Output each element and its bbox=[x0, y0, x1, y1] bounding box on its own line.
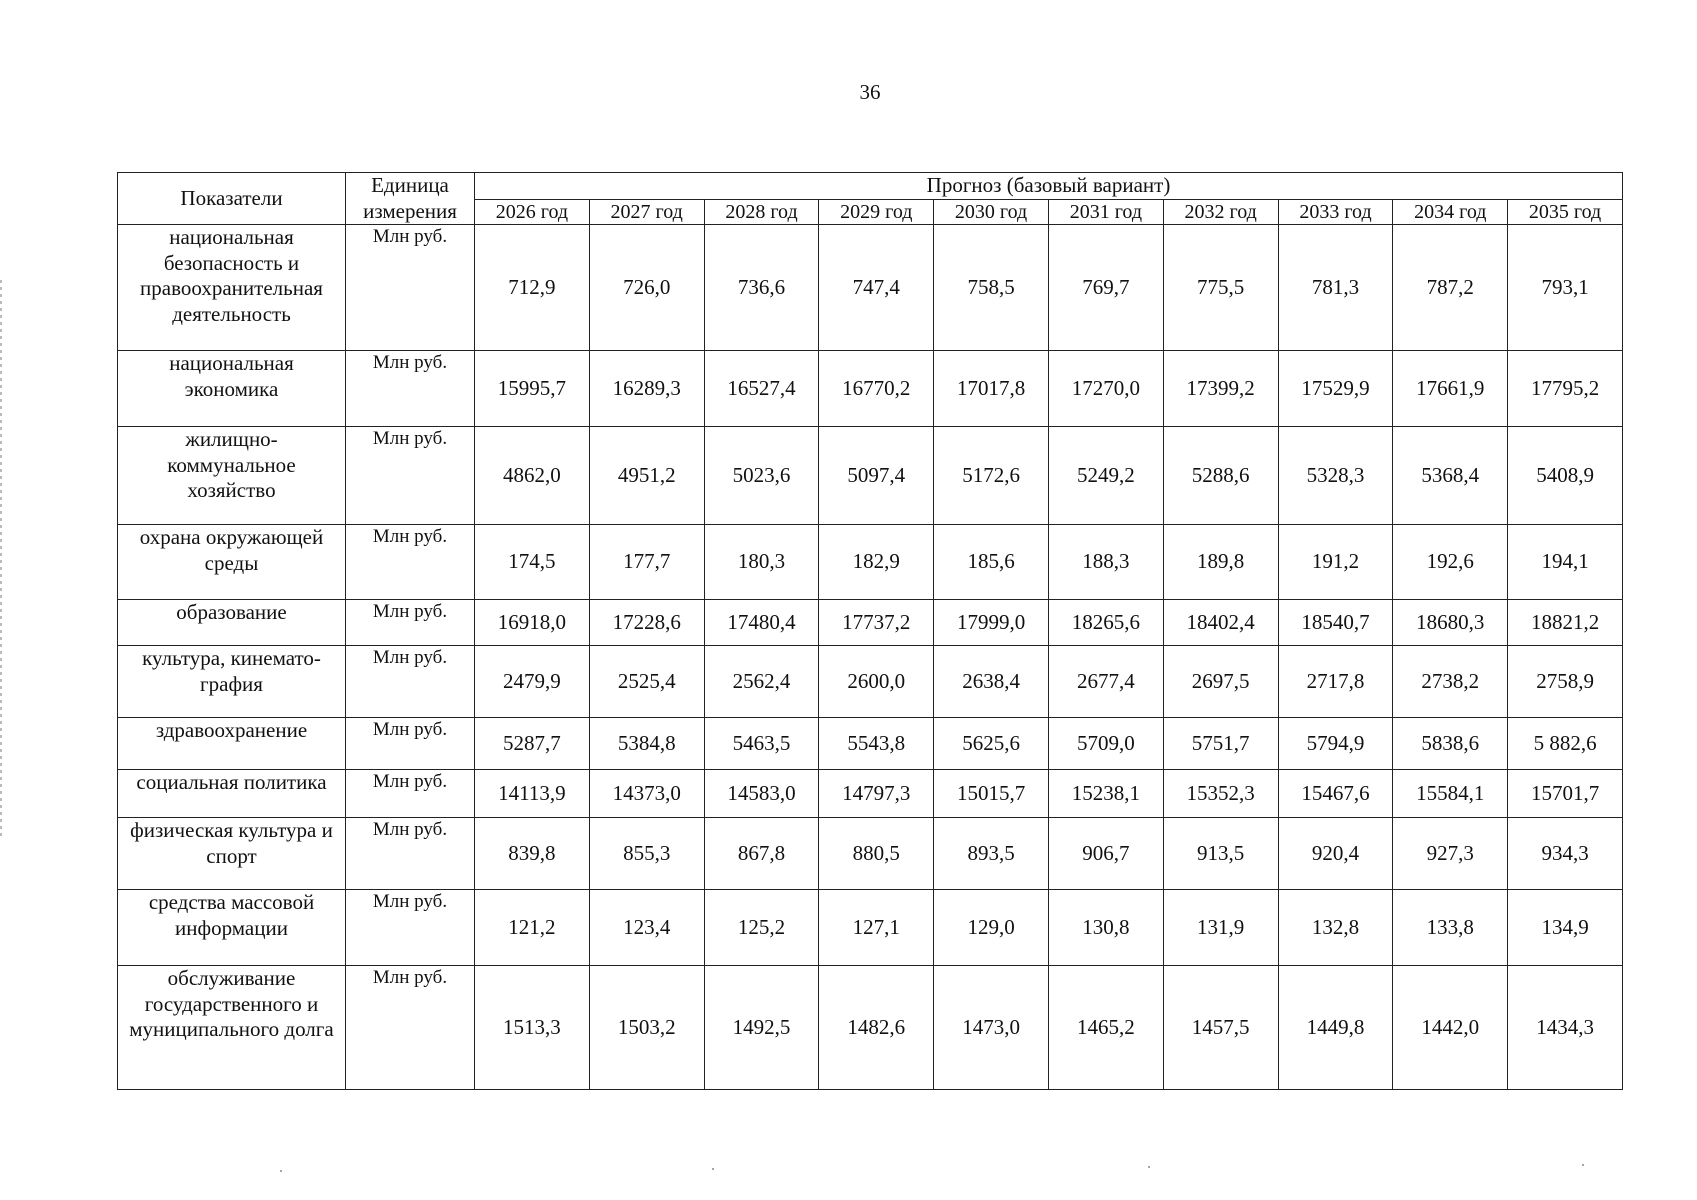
header-year: 2033 год bbox=[1278, 199, 1393, 225]
value-cell: 726,0 bbox=[589, 225, 704, 351]
value-cell: 177,7 bbox=[589, 525, 704, 600]
value-cell: 2697,5 bbox=[1163, 646, 1278, 718]
header-year: 2031 год bbox=[1048, 199, 1163, 225]
header-year: 2032 год bbox=[1163, 199, 1278, 225]
value-cell: 15352,3 bbox=[1163, 770, 1278, 818]
table-row bbox=[118, 818, 1623, 890]
value-cell: 14113,9 bbox=[475, 770, 590, 818]
value-cell: 5408,9 bbox=[1508, 427, 1623, 525]
value-cell: 867,8 bbox=[704, 818, 819, 890]
value-cell: 17737,2 bbox=[819, 600, 934, 646]
table-row bbox=[118, 770, 1623, 818]
table-row bbox=[118, 646, 1623, 718]
value-cell: 5838,6 bbox=[1393, 718, 1508, 770]
value-cell: 17270,0 bbox=[1048, 351, 1163, 427]
value-cell: 781,3 bbox=[1278, 225, 1393, 351]
value-cell: 17661,9 bbox=[1393, 351, 1508, 427]
value-cell: 17480,4 bbox=[704, 600, 819, 646]
value-cell: 736,6 bbox=[704, 225, 819, 351]
value-cell: 130,8 bbox=[1048, 890, 1163, 966]
unit-cell: Млн руб. bbox=[346, 351, 475, 427]
header-forecast: Прогноз (базовый вариант) bbox=[475, 173, 1623, 200]
header-row-top bbox=[118, 173, 1623, 200]
value-cell: 194,1 bbox=[1508, 525, 1623, 600]
value-cell: 2677,4 bbox=[1048, 646, 1163, 718]
value-cell: 5384,8 bbox=[589, 718, 704, 770]
indicator-cell: социальная политика bbox=[118, 770, 346, 818]
unit-cell: Млн руб. bbox=[346, 525, 475, 600]
value-cell: 1449,8 bbox=[1278, 966, 1393, 1090]
value-cell: 15995,7 bbox=[475, 351, 590, 427]
unit-cell: Млн руб. bbox=[346, 770, 475, 818]
indicator-cell: образование bbox=[118, 600, 346, 646]
value-cell: 2717,8 bbox=[1278, 646, 1393, 718]
value-cell: 5625,6 bbox=[934, 718, 1049, 770]
value-cell: 191,2 bbox=[1278, 525, 1393, 600]
value-cell: 189,8 bbox=[1163, 525, 1278, 600]
value-cell: 880,5 bbox=[819, 818, 934, 890]
unit-cell: Млн руб. bbox=[346, 646, 475, 718]
indicator-cell: культура, кинемато-графия bbox=[118, 646, 346, 718]
indicator-cell: жилищно-коммунальное хозяйство bbox=[118, 427, 346, 525]
value-cell: 15584,1 bbox=[1393, 770, 1508, 818]
value-cell: 1492,5 bbox=[704, 966, 819, 1090]
value-cell: 17999,0 bbox=[934, 600, 1049, 646]
table-row bbox=[118, 225, 1623, 351]
value-cell: 2758,9 bbox=[1508, 646, 1623, 718]
header-year: 2034 год bbox=[1393, 199, 1508, 225]
table-row bbox=[118, 718, 1623, 770]
value-cell: 132,8 bbox=[1278, 890, 1393, 966]
value-cell: 16918,0 bbox=[475, 600, 590, 646]
value-cell: 133,8 bbox=[1393, 890, 1508, 966]
value-cell: 1442,0 bbox=[1393, 966, 1508, 1090]
value-cell: 920,4 bbox=[1278, 818, 1393, 890]
value-cell: 18821,2 bbox=[1508, 600, 1623, 646]
value-cell: 2479,9 bbox=[475, 646, 590, 718]
value-cell: 5288,6 bbox=[1163, 427, 1278, 525]
value-cell: 1457,5 bbox=[1163, 966, 1278, 1090]
value-cell: 775,5 bbox=[1163, 225, 1278, 351]
unit-cell: Млн руб. bbox=[346, 890, 475, 966]
table-row bbox=[118, 525, 1623, 600]
scan-speck bbox=[280, 1170, 282, 1172]
table-row bbox=[118, 890, 1623, 966]
value-cell: 2600,0 bbox=[819, 646, 934, 718]
value-cell: 174,5 bbox=[475, 525, 590, 600]
value-cell: 4951,2 bbox=[589, 427, 704, 525]
value-cell: 769,7 bbox=[1048, 225, 1163, 351]
value-cell: 16770,2 bbox=[819, 351, 934, 427]
value-cell: 192,6 bbox=[1393, 525, 1508, 600]
value-cell: 131,9 bbox=[1163, 890, 1278, 966]
unit-cell: Млн руб. bbox=[346, 966, 475, 1090]
value-cell: 5463,5 bbox=[704, 718, 819, 770]
table-row bbox=[118, 966, 1623, 1090]
value-cell: 5709,0 bbox=[1048, 718, 1163, 770]
indicator-cell: охрана окружающей среды bbox=[118, 525, 346, 600]
value-cell: 1503,2 bbox=[589, 966, 704, 1090]
value-cell: 927,3 bbox=[1393, 818, 1508, 890]
header-year: 2035 год bbox=[1508, 199, 1623, 225]
value-cell: 188,3 bbox=[1048, 525, 1163, 600]
value-cell: 793,1 bbox=[1508, 225, 1623, 351]
value-cell: 2525,4 bbox=[589, 646, 704, 718]
value-cell: 747,4 bbox=[819, 225, 934, 351]
scan-speck bbox=[1582, 1164, 1584, 1166]
value-cell: 123,4 bbox=[589, 890, 704, 966]
value-cell: 134,9 bbox=[1508, 890, 1623, 966]
value-cell: 5023,6 bbox=[704, 427, 819, 525]
value-cell: 18540,7 bbox=[1278, 600, 1393, 646]
value-cell: 2738,2 bbox=[1393, 646, 1508, 718]
header-unit: Единица измерения bbox=[346, 173, 475, 225]
value-cell: 5249,2 bbox=[1048, 427, 1163, 525]
table-body bbox=[118, 225, 1623, 1090]
value-cell: 2638,4 bbox=[934, 646, 1049, 718]
value-cell: 15015,7 bbox=[934, 770, 1049, 818]
value-cell: 893,5 bbox=[934, 818, 1049, 890]
value-cell: 1465,2 bbox=[1048, 966, 1163, 1090]
indicator-cell: национальная безопасность и правоохранительная деятельность bbox=[118, 225, 346, 351]
value-cell: 125,2 bbox=[704, 890, 819, 966]
value-cell: 127,1 bbox=[819, 890, 934, 966]
indicator-cell: здравоохранение bbox=[118, 718, 346, 770]
value-cell: 17017,8 bbox=[934, 351, 1049, 427]
value-cell: 5287,7 bbox=[475, 718, 590, 770]
unit-cell: Млн руб. bbox=[346, 225, 475, 351]
value-cell: 934,3 bbox=[1508, 818, 1623, 890]
table-row bbox=[118, 351, 1623, 427]
indicator-cell: средства массовой информации bbox=[118, 890, 346, 966]
value-cell: 129,0 bbox=[934, 890, 1049, 966]
scan-speck bbox=[1148, 1166, 1150, 1168]
value-cell: 17228,6 bbox=[589, 600, 704, 646]
value-cell: 14583,0 bbox=[704, 770, 819, 818]
scan-edge-artifact bbox=[0, 280, 2, 840]
value-cell: 5328,3 bbox=[1278, 427, 1393, 525]
value-cell: 182,9 bbox=[819, 525, 934, 600]
value-cell: 4862,0 bbox=[475, 427, 590, 525]
value-cell: 185,6 bbox=[934, 525, 1049, 600]
indicator-cell: обслуживание государственного и муниципального долга bbox=[118, 966, 346, 1090]
header-indicator: Показатели bbox=[118, 173, 346, 225]
value-cell: 2562,4 bbox=[704, 646, 819, 718]
value-cell: 17529,9 bbox=[1278, 351, 1393, 427]
value-cell: 1513,3 bbox=[475, 966, 590, 1090]
value-cell: 5368,4 bbox=[1393, 427, 1508, 525]
value-cell: 16527,4 bbox=[704, 351, 819, 427]
table-row bbox=[118, 600, 1623, 646]
value-cell: 1482,6 bbox=[819, 966, 934, 1090]
value-cell: 1473,0 bbox=[934, 966, 1049, 1090]
header-year: 2028 год bbox=[704, 199, 819, 225]
page-number: 36 bbox=[859, 80, 881, 104]
value-cell: 121,2 bbox=[475, 890, 590, 966]
unit-cell: Млн руб. bbox=[346, 818, 475, 890]
indicator-cell: национальная экономика bbox=[118, 351, 346, 427]
value-cell: 913,5 bbox=[1163, 818, 1278, 890]
value-cell: 18680,3 bbox=[1393, 600, 1508, 646]
table-row bbox=[118, 427, 1623, 525]
value-cell: 15467,6 bbox=[1278, 770, 1393, 818]
value-cell: 839,8 bbox=[475, 818, 590, 890]
header-year: 2026 год bbox=[475, 199, 590, 225]
value-cell: 16289,3 bbox=[589, 351, 704, 427]
value-cell: 15238,1 bbox=[1048, 770, 1163, 818]
value-cell: 17795,2 bbox=[1508, 351, 1623, 427]
scan-speck bbox=[712, 1168, 714, 1170]
value-cell: 5543,8 bbox=[819, 718, 934, 770]
budget-forecast-table bbox=[117, 172, 1623, 1090]
value-cell: 15701,7 bbox=[1508, 770, 1623, 818]
value-cell: 5172,6 bbox=[934, 427, 1049, 525]
value-cell: 18265,6 bbox=[1048, 600, 1163, 646]
value-cell: 5097,4 bbox=[819, 427, 934, 525]
value-cell: 5794,9 bbox=[1278, 718, 1393, 770]
unit-cell: Млн руб. bbox=[346, 600, 475, 646]
unit-cell: Млн руб. bbox=[346, 427, 475, 525]
value-cell: 758,5 bbox=[934, 225, 1049, 351]
header-year: 2029 год bbox=[819, 199, 934, 225]
value-cell: 712,9 bbox=[475, 225, 590, 351]
value-cell: 14373,0 bbox=[589, 770, 704, 818]
header-year: 2030 год bbox=[934, 199, 1049, 225]
value-cell: 5751,7 bbox=[1163, 718, 1278, 770]
value-cell: 5 882,6 bbox=[1508, 718, 1623, 770]
value-cell: 787,2 bbox=[1393, 225, 1508, 351]
value-cell: 14797,3 bbox=[819, 770, 934, 818]
value-cell: 1434,3 bbox=[1508, 966, 1623, 1090]
value-cell: 906,7 bbox=[1048, 818, 1163, 890]
value-cell: 180,3 bbox=[704, 525, 819, 600]
value-cell: 17399,2 bbox=[1163, 351, 1278, 427]
value-cell: 18402,4 bbox=[1163, 600, 1278, 646]
unit-cell: Млн руб. bbox=[346, 718, 475, 770]
indicator-cell: физическая культура и спорт bbox=[118, 818, 346, 890]
value-cell: 855,3 bbox=[589, 818, 704, 890]
header-year: 2027 год bbox=[589, 199, 704, 225]
